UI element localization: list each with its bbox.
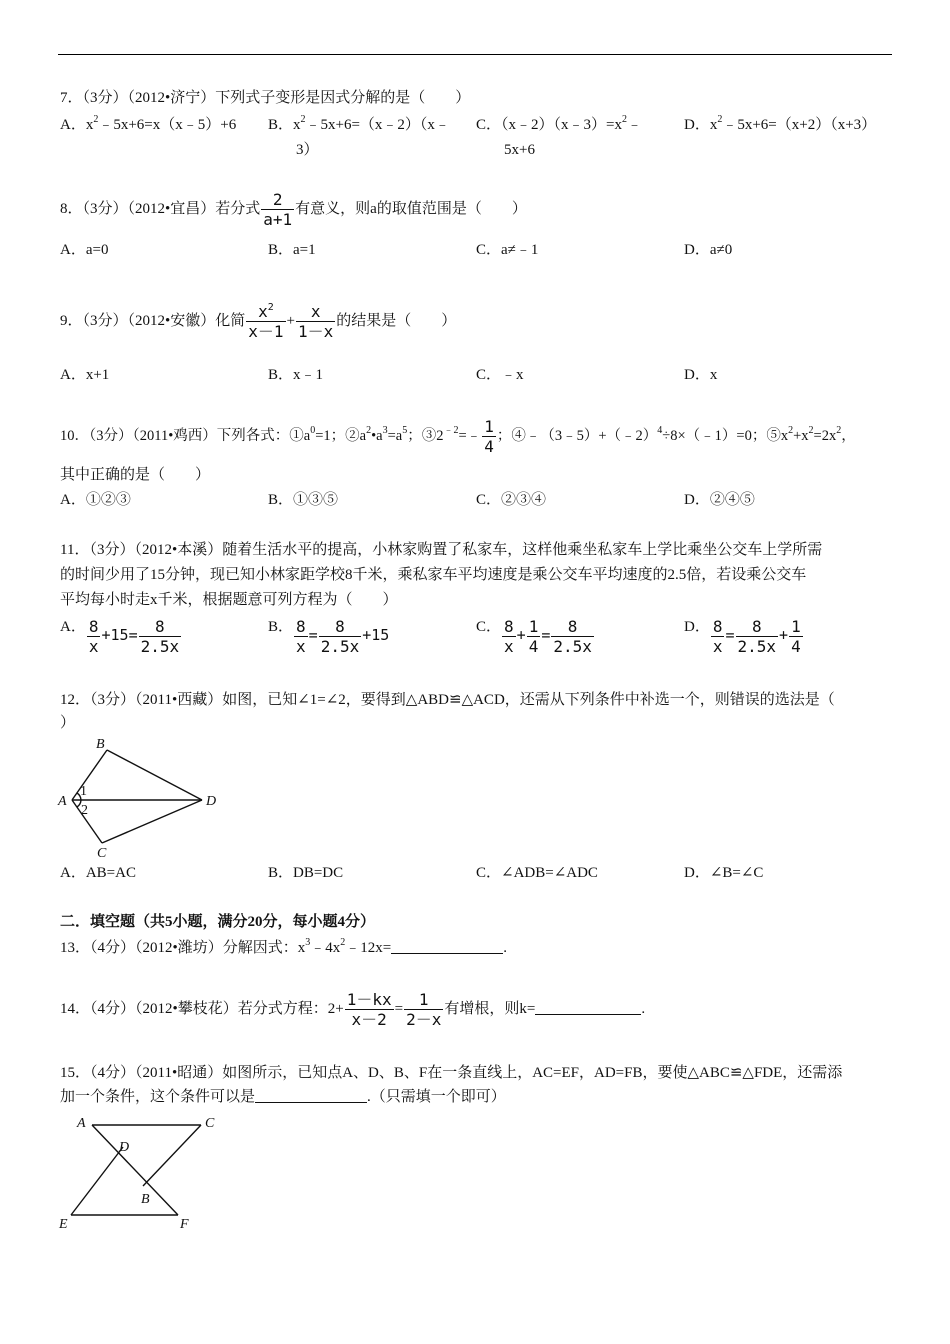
q12-label-d: D <box>206 794 217 809</box>
q7-stem: 7．（3分）（2012•济宁）下列式子变形是因式分解的是（ ） <box>60 90 471 106</box>
q15-label-a: A <box>77 1116 86 1131</box>
q15-answer-blank[interactable] <box>255 1088 367 1103</box>
q8-option-c[interactable]: C．a≠﹣1 <box>476 242 539 258</box>
q12-segment-cd <box>102 800 202 843</box>
q12-label-b: B <box>96 737 105 752</box>
q8-option-d[interactable]: D．a≠0 <box>684 242 733 258</box>
q12-option-b[interactable]: B．DB=DC <box>268 865 344 881</box>
q7-option-d[interactable]: D．$x^2﹣5x+6=(x+2)(x+3)$ <box>684 114 877 133</box>
q9-option-b[interactable]: B．x﹣1 <box>268 367 324 383</box>
q10-option-c[interactable]: C．②③④ <box>476 492 547 508</box>
q8-stem: 8．（3分）（2012•宜昌）若分式 $\frac{2}{a+1}$ 有意义，则a的取值范围是（ ） <box>60 190 527 229</box>
q12-label-c: C <box>97 846 107 860</box>
q8-option-b[interactable]: B．a=1 <box>268 242 316 258</box>
q15-segment-ed <box>71 1147 123 1215</box>
q15-label-b: B <box>141 1192 150 1207</box>
q12-label-1: 1 <box>80 784 87 799</box>
q7-option-b[interactable]: B．$x^2﹣5x+6=(x﹣2)(x﹣$ <box>268 114 450 133</box>
q8-option-a[interactable]: A．a=0 <box>60 242 109 258</box>
q11-stem-line1: 11．（3分）（2012•本溪）随着生活水平的提高，小林家购置了私家车，这样他乘坐私家车上学比乘坐公交车上学所需 <box>60 542 823 558</box>
q12-figure <box>55 735 230 860</box>
q11-option-c[interactable]: C． $\frac{8}{x}$ + $\frac{1}{4}$ = $\frac{8}{2.5x}$ <box>476 617 592 656</box>
q7-option-a[interactable]: A．$x^2﹣5x+6=x(x﹣5)+6$ <box>60 114 237 133</box>
q12-label-2: 2 <box>81 803 88 818</box>
q14-fraction-2: $\frac{1}{2-x}$ <box>406 990 442 1029</box>
q11-option-a[interactable]: A． $\frac{8}{x}$ +15= $\frac{8}{2.5x}$ <box>60 617 180 656</box>
q10-stem-line2: 其中正确的是（ ） <box>60 467 211 483</box>
q11-option-b[interactable]: B． $\frac{8}{x}$ = $\frac{8}{2.5x}$ +15 <box>268 617 390 656</box>
q9-fraction-2: $\frac{x}{1-x}$ <box>298 302 334 341</box>
q12-option-d[interactable]: D．∠B=∠C <box>684 865 764 881</box>
q12-stem-line2: ） <box>60 715 76 731</box>
q15-label-f: F <box>180 1217 189 1232</box>
q15-segment-cb <box>143 1125 201 1186</box>
q11-stem-line2: 的时间少用了15分钟，现已知小林家距学校8千米，乘私家车平均速度是乘公交车平均速度的2.5倍，若设乘公交车 <box>60 567 807 583</box>
q9-option-a[interactable]: A．x+1 <box>60 367 110 383</box>
q15-stem-line1: 15．（4分）（2011•昭通）如图所示，已知点A、D、B、F在一条直线上，AC=EF，AD=FB，要使△ABC≌△FDE，还需添 <box>60 1065 843 1081</box>
q15-figure <box>55 1110 230 1235</box>
q12-option-a[interactable]: A．AB=AC <box>60 865 136 881</box>
q9-option-d[interactable]: D．x <box>684 367 718 383</box>
q12-segment-ab <box>72 750 107 800</box>
q11-option-d[interactable]: D． $\frac{8}{x}$ = $\frac{8}{2.5x}$ + $\frac{1}{4}$ <box>684 617 801 656</box>
q7-option-c[interactable]: C．$(x﹣2)(x﹣3)=x^2﹣$ <box>476 114 642 133</box>
header-rule <box>58 54 892 55</box>
q9-option-c[interactable]: C．﹣x <box>476 367 524 383</box>
q10-option-d[interactable]: D．②④⑤ <box>684 492 755 508</box>
q15-label-e: E <box>59 1217 68 1232</box>
q10-option-a[interactable]: A．①②③ <box>60 492 131 508</box>
q12-label-a: A <box>58 794 67 809</box>
q15-label-c: C <box>205 1116 215 1131</box>
q9-stem: 9．（3分）（2012•安徽）化简 $\frac{x^2}{x-1}$ + $\frac{x}{1-x}$ 的结果是（ ） <box>60 302 457 341</box>
q10-stem: 10．（3分）（2011•鸡西）下列各式：$①a^0=1$；$②a^2•a^3=a^5$；$③2^{﹣2}=﹣$ $\frac{1}{4}$ ；④﹣（3﹣5）+（﹣2）$^4$÷8×（﹣1）=0；$⑤x^2+x^2=2x^2$， <box>60 417 856 456</box>
q8-fraction: $\frac{2}{a+1}$ <box>263 190 293 229</box>
section-2-title: 二．填空题（共5小题，满分20分，每小题4分） <box>60 914 376 930</box>
q15-stem-line2: 加一个条件，这个条件可以是 .（只需填一个即可） <box>60 1089 506 1105</box>
q11-stem-line3: 平均每小时走x千米，根据题意可列方程为（ ） <box>60 592 398 608</box>
q10-fraction: $\frac{1}{4}$ <box>484 417 494 456</box>
q12-segment-bd <box>107 750 202 800</box>
q14-stem: 14．（4分）（2012•攀枝花）若分式方程：2+ $\frac{1-kx}{x-2}$ = $\frac{1}{2-x}$ 有增根，则k= . <box>60 990 646 1029</box>
q14-fraction-1: $\frac{1-kx}{x-2}$ <box>346 990 392 1029</box>
q12-option-c[interactable]: C．∠ADB=∠ADC <box>476 865 598 881</box>
q15-label-d: D <box>119 1140 130 1155</box>
q13-answer-blank[interactable] <box>391 939 503 954</box>
q14-answer-blank[interactable] <box>535 1000 641 1015</box>
q12-stem-line1: 12．（3分）（2011•西藏）如图，已知∠1=∠2，要得到△ABD≌△ACD，还需从下列条件中补选一个，则错误的选法是（ <box>60 692 835 708</box>
q9-fraction-1: $\frac{x^2}{x-1}$ <box>248 302 284 341</box>
q13-stem: 13．（4分）（2012•潍坊）分解因式：$x^3﹣4x^2﹣12x=$ . <box>60 937 507 956</box>
q10-option-b[interactable]: B．①③⑤ <box>268 492 339 508</box>
q7-option-c-cont: 5x+6 <box>504 142 535 158</box>
q7-option-b-cont: 3） <box>296 142 319 158</box>
